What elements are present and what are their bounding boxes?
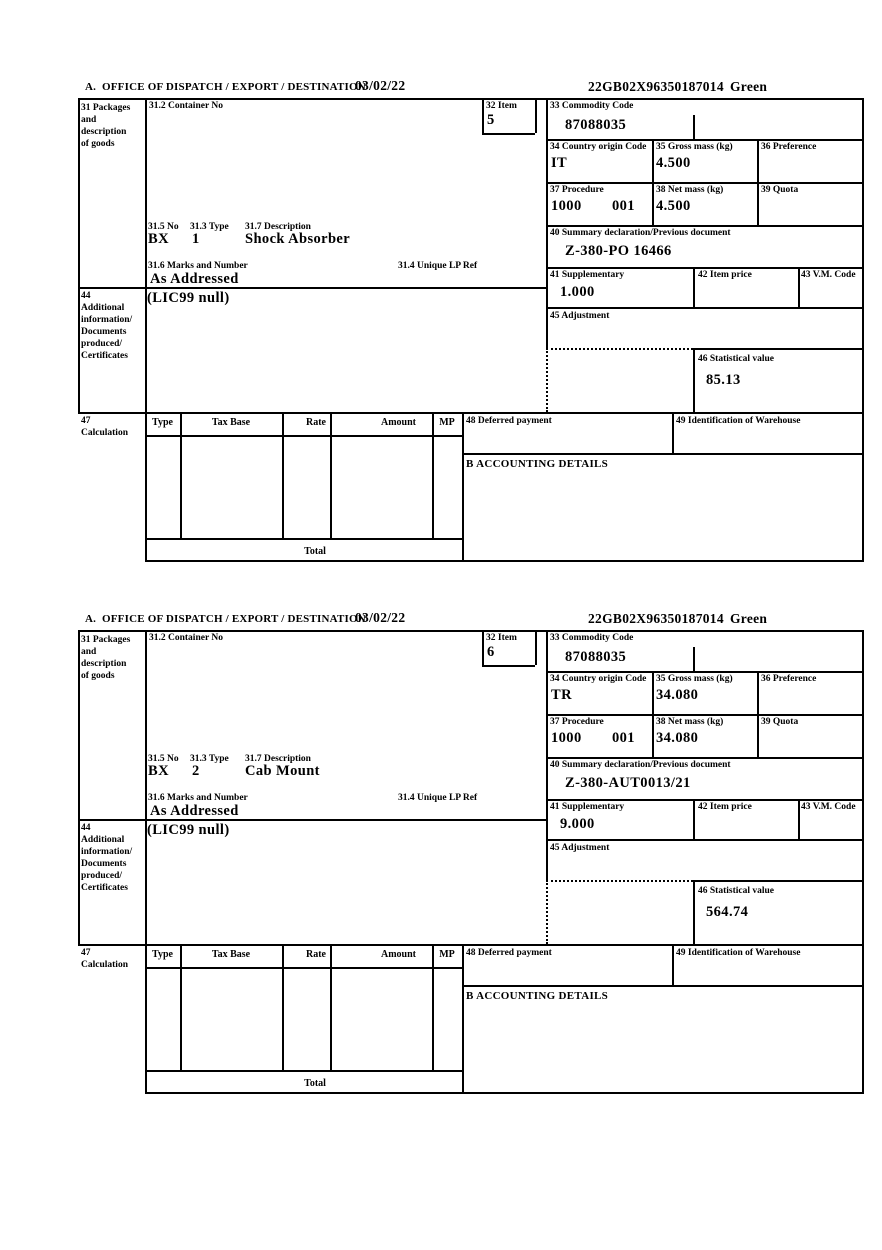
procedure-value-1: 1000 [551,198,582,214]
description-label: 31.7 Description [245,754,311,764]
item-number-value: 5 [487,112,495,128]
package-no-label: 31.5 No [148,222,179,232]
previous-document-value: Z-380-PO 16466 [565,243,672,259]
grid-line [145,967,462,969]
procedure-label: 37 Procedure [550,185,604,195]
package-no-label: 31.5 No [148,754,179,764]
grid-line [693,880,695,944]
grid-line [862,630,864,1092]
grid-line [652,671,654,757]
grid-line [462,944,464,1092]
grid-line [546,714,864,716]
deferred-payment-label: 48 Deferred payment [466,948,552,958]
commodity-code-label: 33 Commodity Code [550,633,634,643]
grid-line [180,944,182,1070]
grid-line [757,671,759,757]
commodity-code-label: 33 Commodity Code [550,101,634,111]
adjustment-label: 45 Adjustment [550,311,610,321]
country-origin-value: IT [551,155,568,171]
net-mass-value: 4.500 [656,198,691,214]
grid-line [672,412,674,453]
grid-line [546,348,548,412]
grid-line [546,225,864,227]
grid-line [546,671,864,673]
grid-line [432,412,434,538]
grid-line [693,348,864,350]
previous-document-label: 40 Summary declaration/Previous document [550,228,731,238]
supplementary-value: 1.000 [560,284,595,300]
statistical-value-value: 85.13 [706,372,741,388]
net-mass-label: 38 Net mass (kg) [656,185,724,195]
statistical-value-value: 564.74 [706,904,749,920]
grid-line [693,267,695,307]
grid-line [78,98,862,100]
marks-number-label: 31.6 Marks and Number [148,261,248,271]
grid-line [145,560,864,562]
vm-code-label: 43 V.M. Code [801,802,856,812]
grid-line [78,287,546,289]
grid-line [462,412,464,560]
grid-line [546,139,864,141]
warehouse-id-label: 49 Identification of Warehouse [676,416,801,426]
declaration-reference: 22GB02X96350187014 [588,611,724,626]
grid-line [672,944,674,985]
grid-line [78,412,864,414]
item-box-label: 32 Item [486,633,517,643]
grid-line [693,348,695,412]
grid-line [432,944,434,1070]
grid-line [693,115,695,139]
vm-code-label: 43 V.M. Code [801,270,856,280]
grid-line [145,435,462,437]
description-label: 31.7 Description [245,222,311,232]
preference-label: 36 Preference [761,674,817,684]
box-47-label: 47 Calculation [81,948,128,970]
additional-information-value: (LIC99 null) [147,822,230,838]
calc-header-type: Type [152,417,173,428]
grid-line [546,880,693,882]
gross-mass-value: 34.080 [656,687,699,703]
grid-line [798,267,800,307]
calc-header-mp: MP [439,949,455,960]
calc-header-tax-base: Tax Base [211,417,251,428]
office-of-dispatch-heading: A. OFFICE OF DISPATCH / EXPORT / DESTINATION [85,81,366,93]
declaration-item-block-1 [0,80,882,562]
additional-information-value: (LIC99 null) [147,290,230,306]
grid-line [546,267,864,269]
quota-label: 39 Quota [761,717,799,727]
warehouse-id-label: 49 Identification of Warehouse [676,948,801,958]
grid-line [546,98,548,348]
grid-line [482,665,535,667]
grid-line [546,182,864,184]
grid-line [546,799,864,801]
declaration-item-block-2 [0,612,882,1094]
supplementary-label: 41 Supplementary [550,802,625,812]
grid-line [330,944,332,1070]
package-no-value: BX [148,763,169,779]
box-44-label: 44 Additional information/ Documents produced/ Certificates [81,823,133,893]
procedure-label: 37 Procedure [550,717,604,727]
net-mass-label: 38 Net mass (kg) [656,717,724,727]
gross-mass-label: 35 Gross mass (kg) [656,674,733,684]
statistical-value-label: 46 Statistical value [698,886,774,896]
grid-line [482,133,535,135]
box-44-label: 44 Additional information/ Documents produced/ Certificates [81,291,133,361]
calc-header-rate: Rate [306,949,326,960]
gross-mass-label: 35 Gross mass (kg) [656,142,733,152]
grid-line [462,453,864,455]
declaration-date: 03/02/22 [355,610,406,625]
accounting-details-heading: B ACCOUNTING DETAILS [466,990,609,1002]
quota-label: 39 Quota [761,185,799,195]
marks-number-label: 31.6 Marks and Number [148,793,248,803]
grid-line [482,630,484,665]
box-31-label: 31 Packages and description of goods [81,103,131,149]
description-value: Shock Absorber [245,231,351,247]
routing-status: Green [730,611,768,626]
previous-document-value: Z-380-AUT0013/21 [565,775,691,791]
calc-header-rate: Rate [306,417,326,428]
declaration-reference: 22GB02X96350187014 [588,79,724,94]
grid-line [546,839,864,841]
calc-header-mp: MP [439,417,455,428]
item-price-label: 42 Item price [698,270,752,280]
calc-total-label: Total [304,546,326,557]
grid-line [546,757,864,759]
procedure-value-1: 1000 [551,730,582,746]
item-box-label: 32 Item [486,101,517,111]
grid-line [78,944,864,946]
adjustment-label: 45 Adjustment [550,843,610,853]
grid-line [145,1070,462,1072]
grid-line [145,630,147,1092]
procedure-value-2: 001 [612,198,635,214]
accounting-details-heading: B ACCOUNTING DETAILS [466,458,609,470]
previous-document-label: 40 Summary declaration/Previous document [550,760,731,770]
grid-line [535,630,537,665]
grid-line [145,1092,864,1094]
calc-header-tax-base: Tax Base [211,949,251,960]
grid-line [282,412,284,538]
grid-line [78,819,546,821]
package-type-label: 31.3 Type [190,754,229,764]
marks-number-value: As Addressed [150,803,239,819]
grid-line [798,799,800,839]
routing-status: Green [730,79,768,94]
statistical-value-label: 46 Statistical value [698,354,774,364]
container-no-label: 31.2 Container No [149,633,223,643]
grid-line [546,630,548,880]
package-type-label: 31.3 Type [190,222,229,232]
declaration-date: 03/02/22 [355,78,406,93]
grid-line [693,799,695,839]
grid-line [535,98,537,133]
marks-number-value: As Addressed [150,271,239,287]
grid-line [282,944,284,1070]
grid-line [145,538,462,540]
container-no-label: 31.2 Container No [149,101,223,111]
calc-total-label: Total [304,1078,326,1089]
preference-label: 36 Preference [761,142,817,152]
unique-lp-ref-label: 31.4 Unique LP Ref [398,261,478,271]
item-price-label: 42 Item price [698,802,752,812]
grid-line [546,307,864,309]
grid-line [652,139,654,225]
grid-line [78,630,80,944]
commodity-code-value: 87088035 [565,649,627,665]
supplementary-label: 41 Supplementary [550,270,625,280]
grid-line [693,647,695,671]
procedure-value-2: 001 [612,730,635,746]
calc-header-amount: Amount [380,949,416,960]
grid-line [546,880,548,944]
package-type-value: 1 [192,231,200,247]
unique-lp-ref-label: 31.4 Unique LP Ref [398,793,478,803]
office-of-dispatch-heading: A. OFFICE OF DISPATCH / EXPORT / DESTINATION [85,613,366,625]
commodity-code-value: 87088035 [565,117,627,133]
box-47-label: 47 Calculation [81,416,128,438]
grid-line [78,98,80,412]
description-value: Cab Mount [245,763,320,779]
grid-line [693,880,864,882]
box-31-label: 31 Packages and description of goods [81,635,131,681]
package-no-value: BX [148,231,169,247]
country-origin-label: 34 Country origin Code [550,674,647,684]
calc-header-type: Type [152,949,173,960]
grid-line [546,348,693,350]
grid-line [462,985,864,987]
net-mass-value: 34.080 [656,730,699,746]
calc-header-amount: Amount [380,417,416,428]
country-origin-label: 34 Country origin Code [550,142,647,152]
grid-line [78,630,862,632]
country-origin-value: TR [551,687,572,703]
package-type-value: 2 [192,763,200,779]
grid-line [757,139,759,225]
supplementary-value: 9.000 [560,816,595,832]
grid-line [330,412,332,538]
grid-line [180,412,182,538]
grid-line [482,98,484,133]
item-number-value: 6 [487,644,495,660]
deferred-payment-label: 48 Deferred payment [466,416,552,426]
grid-line [862,98,864,560]
gross-mass-value: 4.500 [656,155,691,171]
grid-line [145,98,147,560]
